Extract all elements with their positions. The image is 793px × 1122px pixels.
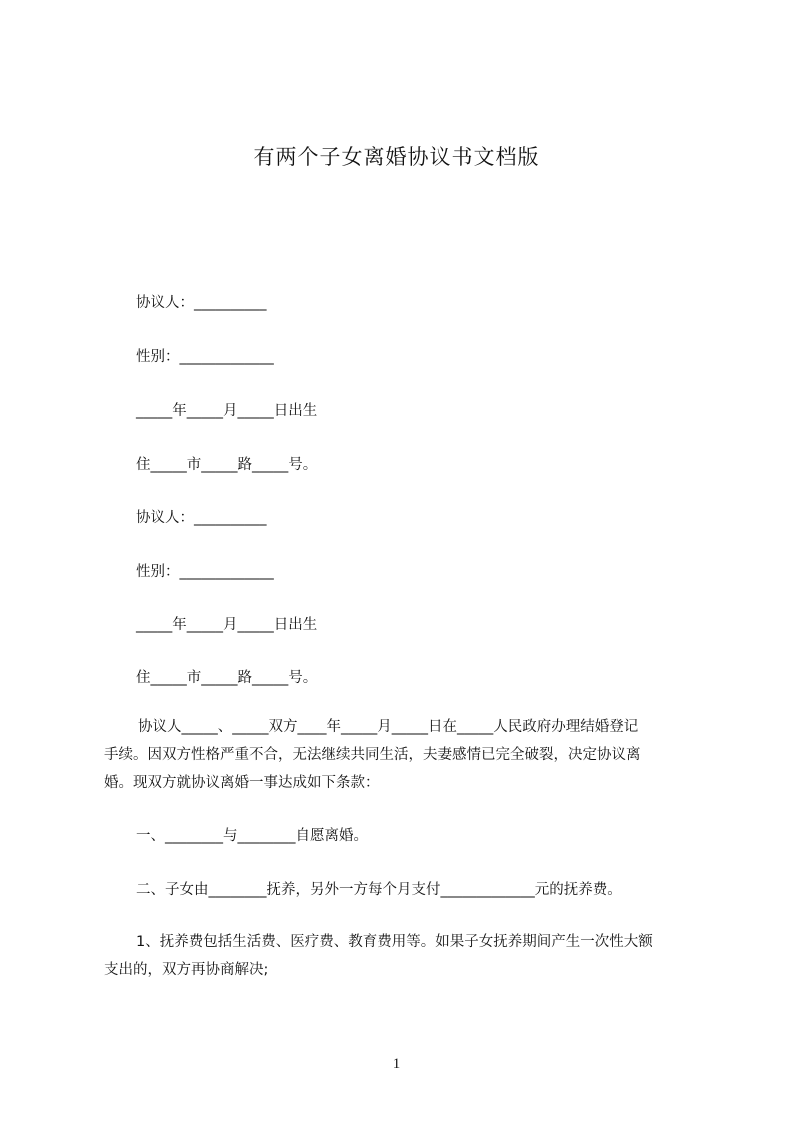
document-title: 有两个子女离婚协议书文档版 [253,145,540,169]
intro-line-2: 手续。因双方性格严重不合，无法继续共同生活，夫妻感情已完全破裂，决定协议离 [104,747,641,763]
clause-2-1-paragraph [104,928,704,984]
clause-1: 一、________与________自愿离婚。 [136,828,368,844]
clause-2: 二、子女由________抚养，另外一方每个月支付_____________元的抚养费。 [136,882,622,898]
party1-birth-line: _____年_____月_____日出生 [136,403,318,419]
party2-name-line: 协议人：__________ [136,510,267,526]
intro-line-1: 协议人_____、_____双方____年_____月_____日在_____人民政府办理结婚登记 [138,719,639,735]
intro-line-3: 婚。现双方就协议离婚一事达成如下条款： [104,775,380,791]
party1-gender-line: 性别：_____________ [136,349,274,365]
party2-birth-line: _____年_____月_____日出生 [136,617,318,633]
intro-paragraph [104,713,704,797]
clause-2-1-line-1: 1、抚养费包括生活费、医疗费、教育费用等。如果子女抚养期间产生一次性大额 [136,934,653,950]
party1-name-line: 协议人：__________ [136,295,267,311]
clause-2-1-line-2: 支出的，双方再协商解决; [104,962,269,978]
party1-address-line: 住_____市_____路_____号。 [136,457,318,473]
party2-gender-line: 性别：_____________ [136,564,274,580]
party2-address-line: 住_____市_____路_____号。 [136,670,318,686]
page-number: 1 [392,1056,401,1072]
